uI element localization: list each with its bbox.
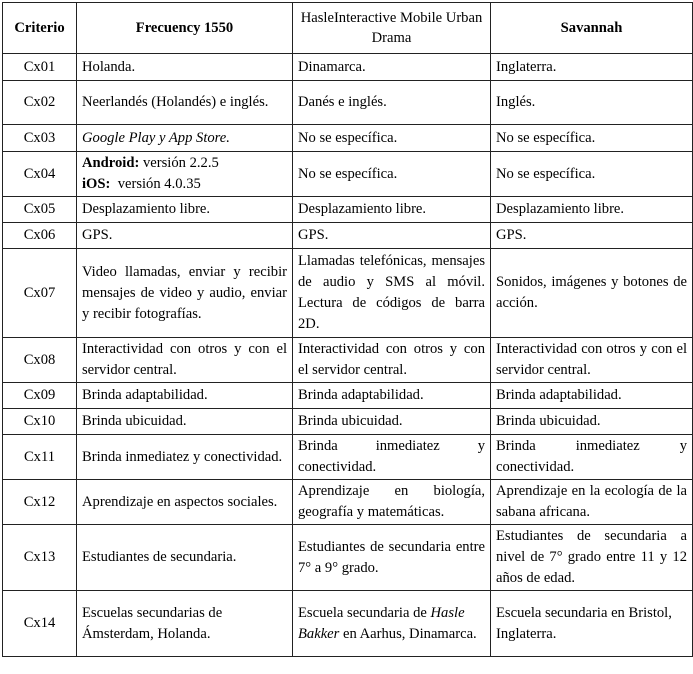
comparison-table — [2, 2, 693, 657]
cell-app1-text: Google Play y App Store. — [82, 129, 230, 146]
cell-app3: Brinda ubicuidad. — [491, 409, 693, 435]
cell-app3: No se específica. — [491, 125, 693, 152]
table-row — [3, 54, 693, 81]
cell-app3: Brinda adaptabilidad. — [491, 383, 693, 409]
cell-app1: Holanda. — [77, 54, 293, 81]
cell-app1 — [77, 152, 293, 197]
cell-app2: Brinda inmediatez y conectividad. — [293, 435, 491, 480]
table-row — [3, 81, 693, 125]
cell-app2: No se específica. — [293, 152, 491, 197]
cell-app1 — [77, 125, 293, 152]
row-id: Cx04 — [3, 152, 77, 197]
row-id: Cx01 — [3, 54, 77, 81]
cell-app1: Brinda inmediatez y conectividad. — [77, 435, 293, 480]
row-id: Cx06 — [3, 223, 77, 249]
table-row — [3, 125, 693, 152]
table-row — [3, 152, 693, 197]
row-id: Cx09 — [3, 383, 77, 409]
cell-app3: Sonidos, imágenes y botones de acción. — [491, 249, 693, 338]
android-version-line — [82, 153, 287, 174]
cell-app1: Brinda ubicuidad. — [77, 409, 293, 435]
cell-app1: Brinda adaptabilidad. — [77, 383, 293, 409]
table-row — [3, 525, 693, 591]
cell-app3: Brinda inmediatez y conectividad. — [491, 435, 693, 480]
header-app3: Savannah — [491, 3, 693, 54]
table-row — [3, 338, 693, 383]
header-app2: HasleInteractive Mobile Urban Drama — [293, 3, 491, 54]
table-row — [3, 480, 693, 525]
row-id: Cx11 — [3, 435, 77, 480]
header-criterio: Criterio — [3, 3, 77, 54]
cell-app3: Desplazamiento libre. — [491, 197, 693, 223]
cell-app3: Inglaterra. — [491, 54, 693, 81]
cell-app2: Desplazamiento libre. — [293, 197, 491, 223]
cell-app3: Estudiantes de secundaria a nivel de 7° grado entre 11 y 12 años de edad. — [491, 525, 693, 591]
cell-app3: No se específica. — [491, 152, 693, 197]
row-id: Cx12 — [3, 480, 77, 525]
cell-app2: Danés e inglés. — [293, 81, 491, 125]
row-id: Cx13 — [3, 525, 77, 591]
cell-app2: GPS. — [293, 223, 491, 249]
cell-app2: Llamadas telefónicas, mensajes de audio y SMS al móvil. Lectura de códigos de barra 2D. — [293, 249, 491, 338]
table-row — [3, 409, 693, 435]
cell-app1: Escuelas secundarias de Ámsterdam, Holanda. — [77, 591, 293, 657]
cell-app2 — [293, 591, 491, 657]
cell-app2: No se específica. — [293, 125, 491, 152]
table-row — [3, 197, 693, 223]
cell-app3: Inglés. — [491, 81, 693, 125]
table-row — [3, 435, 693, 480]
cell-app2-pre: Escuela secundaria de — [298, 604, 427, 621]
row-id: Cx14 — [3, 591, 77, 657]
row-id: Cx05 — [3, 197, 77, 223]
cell-app1: Desplazamiento libre. — [77, 197, 293, 223]
cell-app2: Aprendizaje en biología, geografía y matemáticas. — [293, 480, 491, 525]
cell-app1: Video llamadas, enviar y recibir mensajes de video y audio, enviar y recibir fotografías. — [77, 249, 293, 338]
header-app1: Frecuency 1550 — [77, 3, 293, 54]
cell-app1: Neerlandés (Holandés) e inglés. — [77, 81, 293, 125]
table-header — [3, 3, 693, 54]
cell-app2: Estudiantes de secundaria entre 7° a 9° grado. — [293, 525, 491, 591]
cell-app2-italic: Hasle Bakker — [298, 604, 465, 642]
cell-app1: Estudiantes de secundaria. — [77, 525, 293, 591]
header-row — [3, 3, 693, 54]
cell-app2: Brinda adaptabilidad. — [293, 383, 491, 409]
cell-app3: GPS. — [491, 223, 693, 249]
cell-app1: Interactividad con otros y con el servidor central. — [77, 338, 293, 383]
table-row — [3, 223, 693, 249]
table-row — [3, 249, 693, 338]
row-id: Cx10 — [3, 409, 77, 435]
cell-app3: Interactividad con otros y con el servidor central. — [491, 338, 693, 383]
row-id: Cx02 — [3, 81, 77, 125]
ios-version: versión 4.0.35 — [117, 176, 201, 192]
android-version: versión 2.2.5 — [142, 155, 219, 171]
android-label: Android: — [82, 155, 140, 171]
cell-app2-post: en Aarhus, Dinamarca. — [342, 625, 477, 642]
row-id: Cx03 — [3, 125, 77, 152]
cell-app2: Brinda ubicuidad. — [293, 409, 491, 435]
ios-version-line — [82, 174, 287, 195]
cell-app1: Aprendizaje en aspectos sociales. — [77, 480, 293, 525]
cell-app2: Dinamarca. — [293, 54, 491, 81]
table-row — [3, 383, 693, 409]
ios-label: iOS: — [82, 176, 111, 192]
table-body — [3, 54, 693, 657]
cell-app2: Interactividad con otros y con el servidor central. — [293, 338, 491, 383]
cell-app3: Escuela secundaria en Bristol, Inglaterra. — [491, 591, 693, 657]
cell-app3: Aprendizaje en la ecología de la sabana africana. — [491, 480, 693, 525]
cell-app1: GPS. — [77, 223, 293, 249]
row-id: Cx07 — [3, 249, 77, 338]
row-id: Cx08 — [3, 338, 77, 383]
table-row — [3, 591, 693, 657]
